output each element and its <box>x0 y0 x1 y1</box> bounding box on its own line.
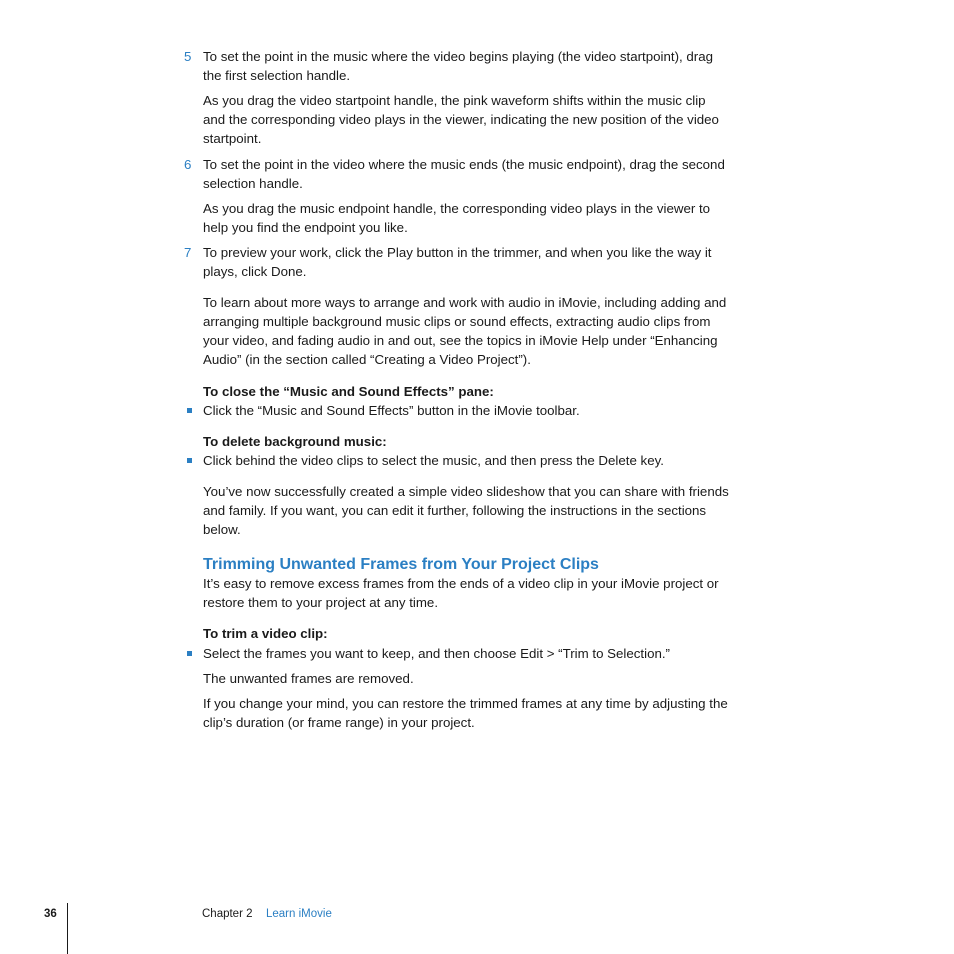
bullet-text: Click the “Music and Sound Effects” button in the iMovie toolbar. <box>203 403 580 418</box>
task-heading: To trim a video clip: <box>203 626 328 641</box>
bullet-icon <box>187 458 192 463</box>
step-text: To preview your work, click the Play button in the trimmer, and when you like the way it plays, click Done. <box>203 245 712 279</box>
result-text: The unwanted frames are removed. <box>203 671 414 686</box>
step-number: 6 <box>184 157 192 172</box>
conclusion-paragraph: You’ve now successfully created a simple video slideshow that you can share with friends and family. If you want, you can edit it further, following the instructions in the sections below. <box>203 484 729 537</box>
bullet-text: Select the frames you want to keep, and then choose Edit > “Trim to Selection.” <box>203 646 670 661</box>
step-text: To set the point in the music where the video begins playing (the video startpoint), drag the first selection handle. <box>203 49 714 83</box>
bullet-text: Click behind the video clips to select the music, and then press the Delete key. <box>203 453 664 468</box>
footer-divider <box>67 903 68 954</box>
footer-chapter-title: Learn iMovie <box>266 908 332 920</box>
footer-chapter: Chapter 2 <box>202 908 253 920</box>
step-detail: As you drag the video startpoint handle, the pink waveform shifts within the music clip and the corresponding video plays in the viewer, indicating the new position of the video startpoint. <box>203 93 719 146</box>
page-number: 36 <box>44 908 57 920</box>
step-number: 7 <box>184 245 192 260</box>
learn-more-paragraph: To learn about more ways to arrange and work with audio in iMovie, including adding and arranging multiple background music clips or sound effects, extracting audio clips from your video, and fading audio in and out, see the topics in iMovie Help under “Enhancing Audio” (in the section called “Creating a Video Project”). <box>203 295 727 367</box>
note-paragraph: If you change your mind, you can restore the trimmed frames at any time by adjusting the clip’s duration (or frame range) in your project. <box>203 696 728 730</box>
task-heading: To delete background music: <box>203 434 387 449</box>
step-text: To set the point in the video where the music ends (the music endpoint), drag the second selection handle. <box>203 157 725 191</box>
step-detail: As you drag the music endpoint handle, the corresponding video plays in the viewer to help you find the endpoint you like. <box>203 201 711 235</box>
section-title: Trimming Unwanted Frames from Your Project Clips <box>203 556 599 573</box>
bullet-icon <box>187 651 192 656</box>
bullet-icon <box>187 408 192 413</box>
task-heading: To close the “Music and Sound Effects” pane: <box>203 384 494 399</box>
section-intro: It’s easy to remove excess frames from the ends of a video clip in your iMovie project or restore them to your project at any time. <box>203 576 719 610</box>
step-number: 5 <box>184 49 192 64</box>
